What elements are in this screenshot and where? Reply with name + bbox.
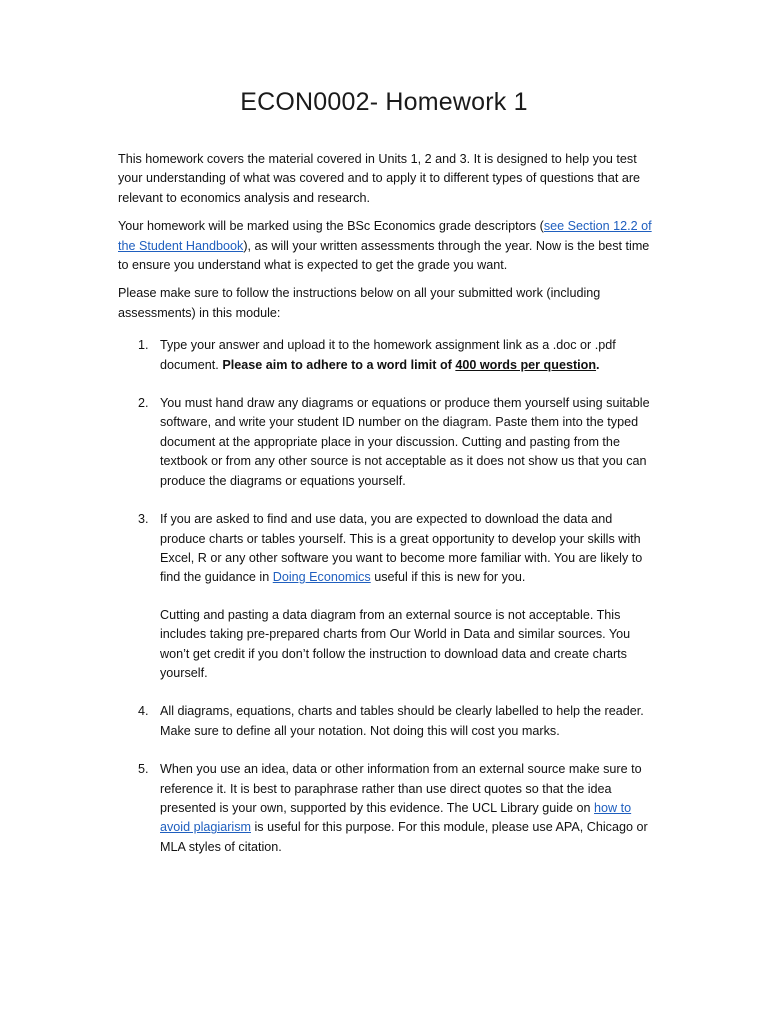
list-item	[118, 760, 653, 857]
intro-paragraph-1: This homework covers the material covered in Units 1, 2 and 3. It is designed to help you test your understanding of what was covered and to apply it to different types of questions that are relevant to economics analysis and research.	[118, 152, 641, 205]
list-item-subparagraph: Cutting and pasting a data diagram from an external source is not acceptable. This includes taking pre-prepared charts from Our World in Data and similar sources. You won’t get credit if you don’t follow the instruction to download data and create charts yourself.	[160, 607, 631, 680]
list-item-text-end: useful if this is new for you.	[370, 570, 526, 585]
page-title: ECON0002- Homework 1	[240, 88, 528, 116]
word-limit-text: Please aim to adhere to a word limit of	[222, 357, 456, 372]
instructions-list	[118, 336, 653, 857]
document-body	[118, 150, 653, 876]
intro-paragraph-2	[118, 217, 653, 275]
intro-paragraph-3: Please make sure to follow the instructions below on all your submitted work (including assessments) in this module:	[118, 286, 601, 320]
intro-paragraph-2-end: ), as will your written assessments through the year. Now is the best time to ensure you understand what is expected to get the grade you want.	[118, 238, 650, 273]
intro-paragraph-2-start: Your homework will be marked using the BSc Economics grade descriptors (	[118, 219, 544, 234]
list-number: 1.	[138, 338, 149, 353]
avoid-plagiarism-link[interactable]: how to avoid plagiarism	[160, 800, 632, 835]
list-item	[118, 336, 653, 375]
list-number: 5.	[138, 762, 149, 777]
list-item-text: If you are asked to find and use data, you are expected to download the data and produce charts or tables yourself. This is a great opportunity to develop your skills with Excel, R or any other software you want to become more familiar with. You are likely to find the guidance in	[160, 512, 643, 585]
word-limit-end: .	[596, 357, 600, 372]
list-number: 3.	[138, 512, 149, 527]
list-item	[118, 394, 653, 491]
list-item-text: You must hand draw any diagrams or equations or produce them yourself using suitable software, and write your student ID number on the diagram. Paste them into the typed document at the appropriate place in your discussion. Cutting and pasting from the textbook or from any other source is not acceptable as it does not show us that you can produce the diagrams or equations yourself.	[160, 396, 650, 488]
list-number: 4.	[138, 704, 149, 719]
doing-economics-link[interactable]: Doing Economics	[272, 570, 371, 585]
list-item-text-end: is useful for this purpose. For this module, please use APA, Chicago or MLA styles of citation.	[160, 820, 648, 854]
list-item-text: Type your answer and upload it to the homework assignment link as a .doc or .pdf document.	[160, 338, 616, 372]
list-item	[118, 510, 653, 683]
list-number: 2.	[138, 396, 149, 411]
list-item	[118, 702, 653, 741]
list-item-text: All diagrams, equations, charts and tables should be clearly labelled to help the reader. Make sure to define all your notation. Not doing this will cost you marks.	[160, 704, 644, 738]
word-limit-value: 400 words per question	[455, 357, 597, 372]
student-handbook-link[interactable]: see Section 12.2 of the Student Handbook	[118, 219, 652, 253]
list-item-text: When you use an idea, data or other information from an external source make sure to reference it. It is best to paraphrase rather than use direct quotes so that the idea presented is your own, supported by this evidence. The UCL Library guide on	[160, 762, 642, 815]
